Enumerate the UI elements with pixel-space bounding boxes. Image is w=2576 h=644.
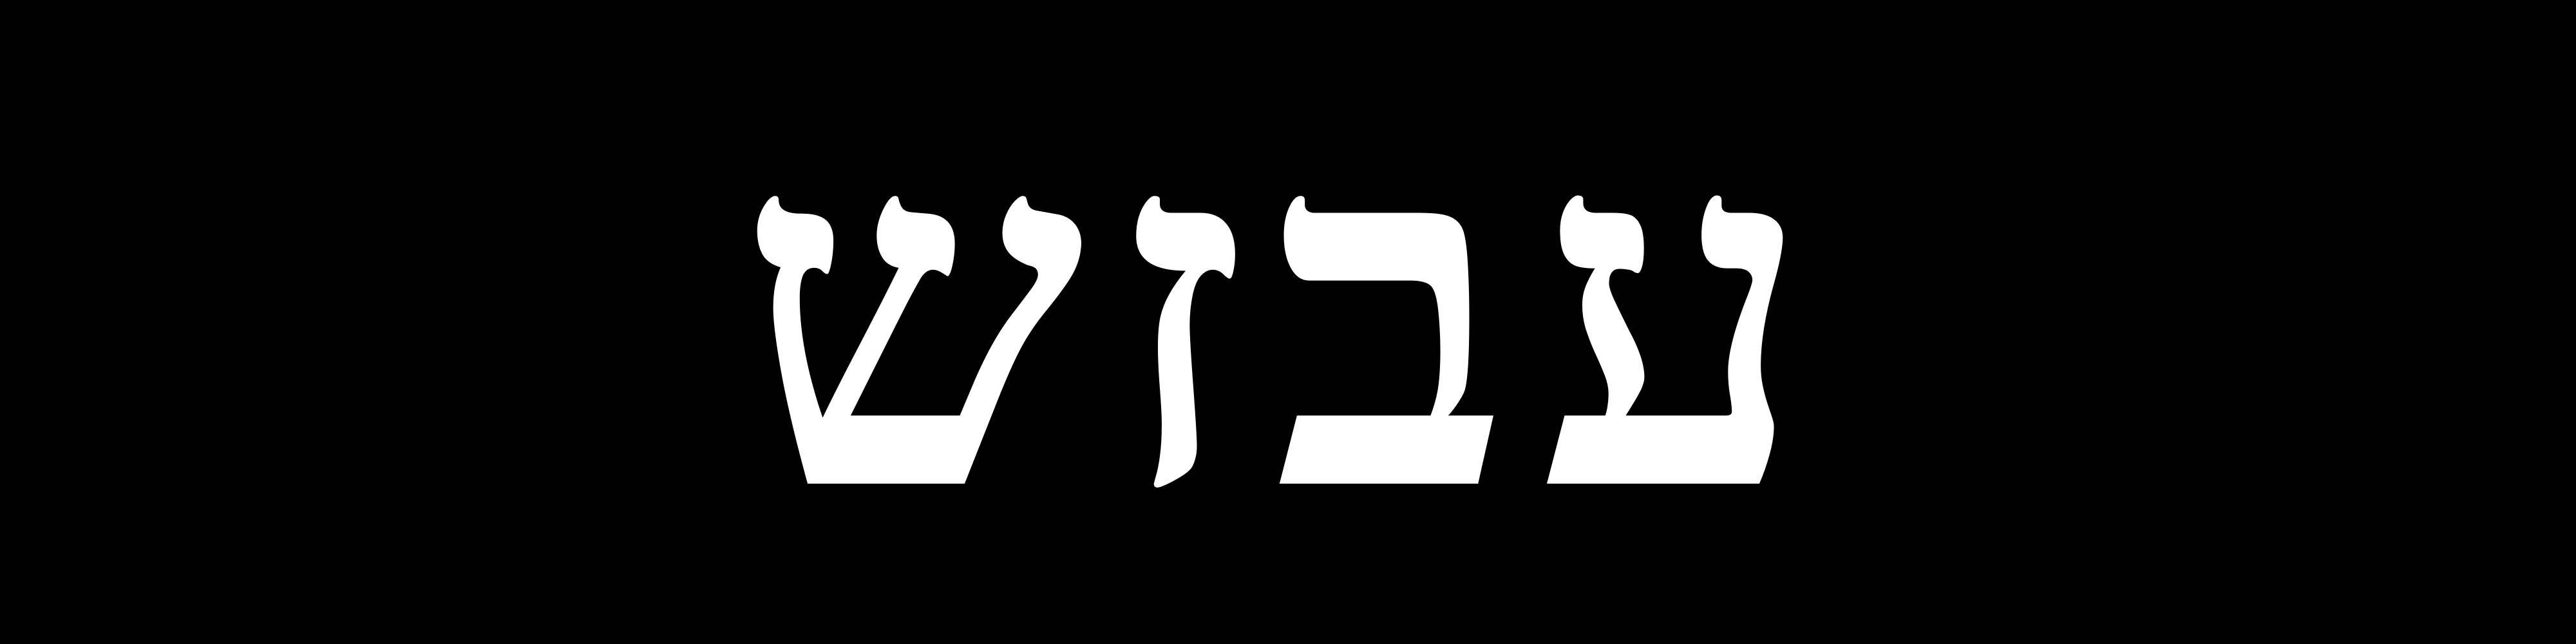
hebrew-word: עבזש bbox=[738, 24, 1838, 600]
